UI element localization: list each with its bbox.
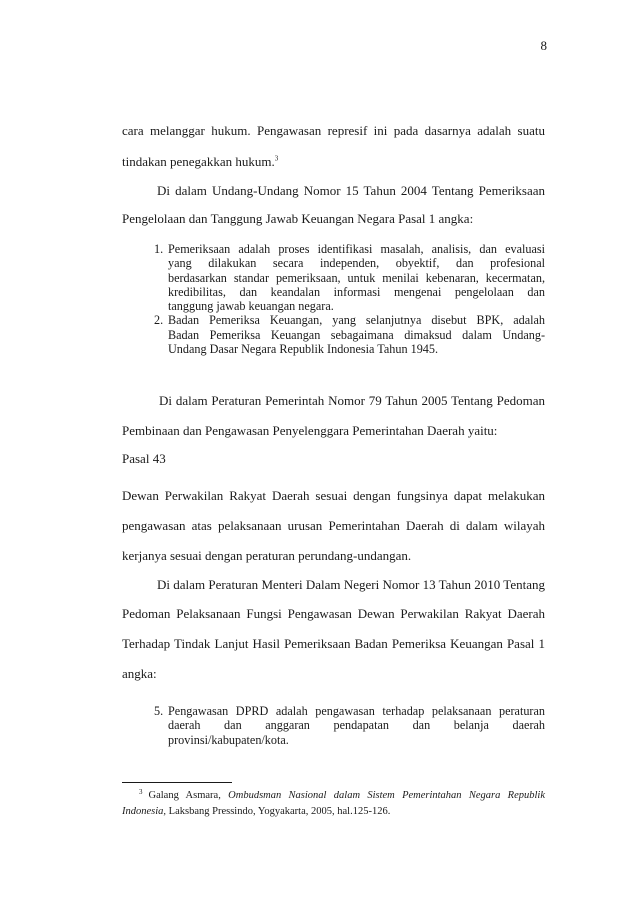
paragraph-5-line-1: Di dalam Peraturan Menteri Dalam Negeri Nomor 13 Tahun 2010 Tentang (157, 577, 545, 592)
definition-list-2 (154, 704, 545, 747)
list-item-5: 5. Pengawasan DPRD adalah pengawasan terhadap pelaksanaan peraturan daerah dan anggaran pendapatan dan belanja daerah provinsi/kabupaten/kota. (154, 704, 545, 747)
footnote-author: Galang Asmara, (148, 790, 221, 801)
paragraph-4-line-2: pengawasan atas pelaksanaan urusan Pemerintahan Daerah di dalam wilayah (122, 518, 545, 533)
paragraph-1-line-1: cara melanggar hukum. Pengawasan represif ini pada dasarnya adalah suatu (122, 123, 545, 138)
footnote-reference[interactable]: 3 (274, 154, 279, 163)
paragraph-3-line-1: Di dalam Peraturan Pemerintah Nomor 79 Tahun 2005 Tentang Pedoman (159, 393, 545, 408)
footnote-line-1 (122, 788, 545, 804)
footnote-divider (122, 782, 232, 783)
paragraph-5-line-2: Pedoman Pelaksanaan Fungsi Pengawasan Dewan Perwakilan Rakyat Daerah (122, 606, 545, 621)
paragraph-2-line-1: Di dalam Undang-Undang Nomor 15 Tahun 2004 Tentang Pemeriksaan (157, 183, 545, 198)
list-item-2: 2. Badan Pemeriksa Keuangan, yang selanjutnya disebut BPK, adalah Badan Pemeriksa Keuangan sebagaimana dimaksud dalam Undang- Undang Dasar Negara Republik Indonesia Tahun 1945. (154, 313, 545, 357)
pasal-heading: Pasal 43 (122, 451, 166, 466)
paragraph-5-line-4: angka: (122, 666, 157, 681)
footnote-publisher: Laksbang Pressindo, Yogyakarta, 2005, hal.125-126. (168, 806, 391, 817)
footnote-title: Ombudsman Nasional dalam Sistem Pemerintahan Negara Republik (228, 790, 545, 801)
paragraph-1-line-2: tindakan penegakkan hukum.$^3$ (122, 154, 279, 169)
footnote-mark: 3 (139, 787, 143, 796)
paragraph-2-line-2: Pengelolaan dan Tanggung Jawab Keuangan Negara Pasal 1 angka: (122, 211, 474, 226)
list-number: 5. (154, 704, 164, 718)
footnote (122, 788, 545, 820)
paragraph-3-line-2: Pembinaan dan Pengawasan Penyelenggara Pemerintahan Daerah yaitu: (122, 423, 498, 438)
list-item-1: 1. Pemeriksaan adalah proses identifikasi masalah, analisis, dan evaluasi yang dilakukan secara independen, obyektif, dan profesional berdasarkan standar pemeriksaan, untuk menilai kebenaran, kecermatan, kredibilitas, dan keandalan informasi mengenai pengelolaan dan tanggung jawab keuangan negara. (154, 242, 545, 314)
footnote-line-2 (122, 804, 545, 820)
paragraph-4-line-1: Dewan Perwakilan Rakyat Daerah sesuai dengan fungsinya dapat melakukan (122, 488, 545, 503)
definition-list-1 (154, 242, 545, 356)
footnote-title-cont: Indonesia, (122, 806, 167, 817)
paragraph-4-line-3: kerjanya sesuai dengan peraturan perundang-undangan. (122, 548, 412, 563)
page-number: 8 (540, 38, 547, 53)
paragraph-5-line-3: Terhadap Tindak Lanjut Hasil Pemeriksaan Badan Pemeriksa Keuangan Pasal 1 (122, 636, 545, 651)
list-number: 2. (154, 313, 164, 328)
list-number: 1. (154, 242, 164, 256)
